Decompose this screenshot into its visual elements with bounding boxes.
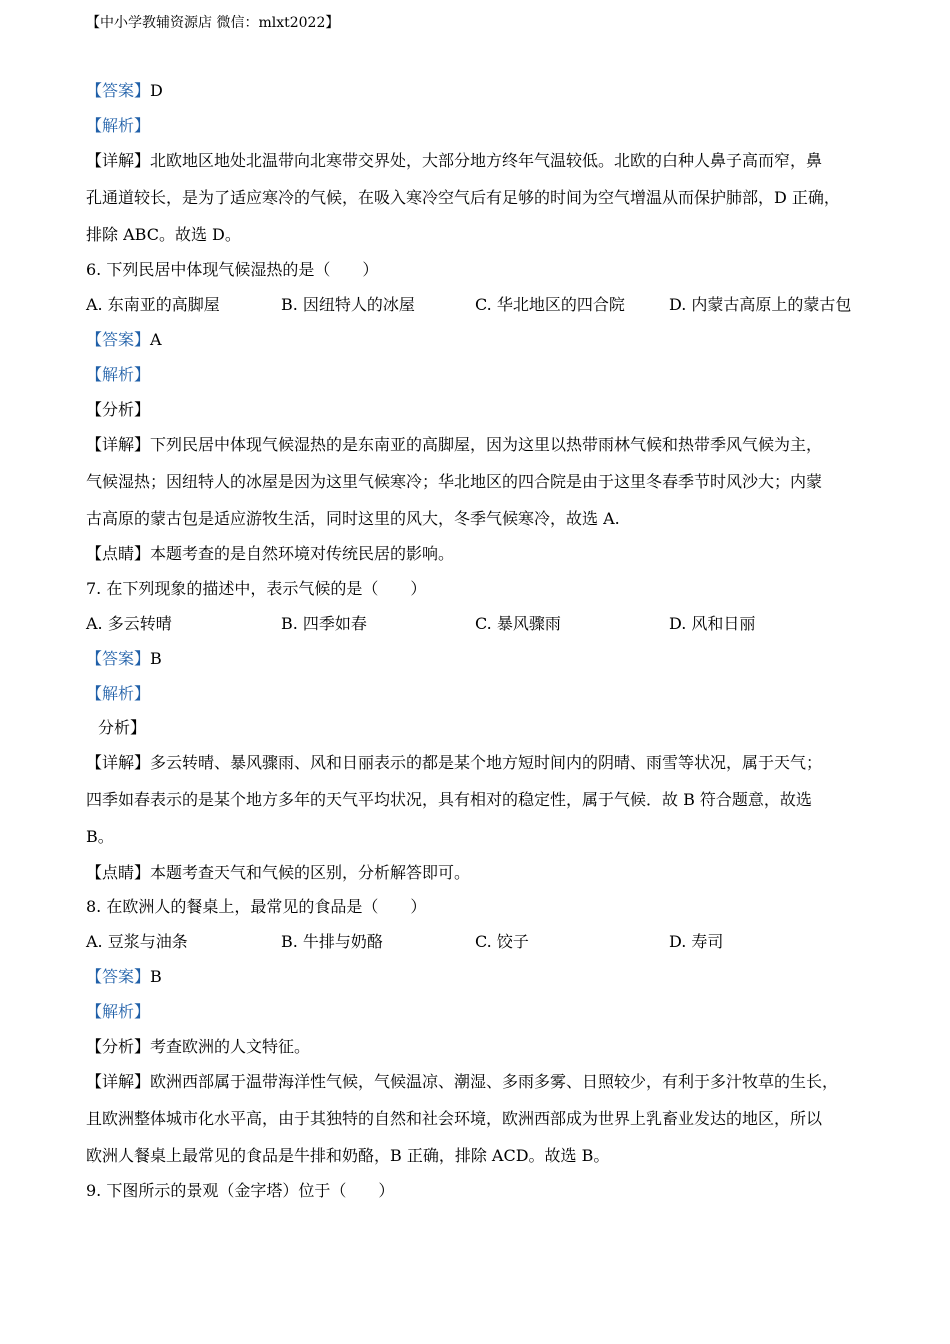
page-header: 【中小学教辅资源店 微信：mlxt2022】 xyxy=(86,15,340,31)
q8-analysis-label: 【解析】 xyxy=(86,1002,151,1021)
q6-option-a: A. 东南亚的高脚屋 xyxy=(86,295,220,314)
answer-label: 【答案】 xyxy=(86,81,151,100)
q7-option-d: D. 风和日丽 xyxy=(669,614,756,633)
answer-value: D xyxy=(150,81,163,100)
q7-dianjing: 【点睛】本题考查天气和气候的区别，分析解答即可。 xyxy=(86,863,471,882)
q6-option-d: D. 内蒙古高原上的蒙古包 xyxy=(669,295,852,314)
answer-label: 【答案】 xyxy=(86,330,151,349)
q9-stem: 9. 下图所示的景观（金字塔）位于（ ） xyxy=(86,1181,395,1200)
q8-fenxi: 【分析】考查欧洲的人文特征。 xyxy=(86,1037,311,1056)
q8-answer xyxy=(86,967,162,987)
q5-answer xyxy=(86,81,163,101)
q6-option-c: C. 华北地区的四合院 xyxy=(475,295,625,314)
q6-fenxi: 【分析】 xyxy=(86,400,151,419)
q8-option-c: C. 饺子 xyxy=(475,932,529,951)
q7-option-a: A. 多云转晴 xyxy=(86,614,172,633)
q6-analysis-label: 【解析】 xyxy=(86,365,151,384)
q6-dianjing: 【点睛】本题考查的是自然环境对传统民居的影响。 xyxy=(86,544,455,563)
q6-detail-line: 【详解】下列民居中体现气候湿热的是东南亚的高脚屋，因为这里以热带雨林气候和热带季风气候为主， xyxy=(86,435,823,454)
answer-value: A xyxy=(150,330,162,349)
q8-option-a: A. 豆浆与油条 xyxy=(86,932,188,951)
q8-option-d: D. 寿司 xyxy=(669,932,724,951)
q6-detail-line: 古高原的蒙古包是适应游牧生活，同时这里的风大，冬季气候寒冷，故选 A. xyxy=(86,509,620,528)
q7-option-b: B. 四季如春 xyxy=(281,614,367,633)
q5-analysis-label: 【解析】 xyxy=(86,116,151,135)
q7-detail-line: 【详解】多云转晴、暴风骤雨、风和日丽表示的都是某个地方短时间内的阴晴、雨雪等状况，属于天气； xyxy=(86,753,823,772)
q8-detail-line: 欧洲人餐桌上最常见的食品是牛排和奶酪，B 正确，排除 ACD。故选 B。 xyxy=(86,1146,610,1165)
answer-label: 【答案】 xyxy=(86,649,151,668)
answer-value: B xyxy=(150,649,162,668)
q5-detail-line: 排除 ABC。故选 D。 xyxy=(86,225,241,244)
q5-detail-line: 孔通道较长，是为了适应寒冷的气候，在吸入寒冷空气后有足够的时间为空气增温从而保护肺部，D 正确， xyxy=(86,188,840,207)
q6-answer xyxy=(86,330,162,350)
q8-detail-line: 且欧洲整体城市化水平高，由于其独特的自然和社会环境，欧洲西部成为世界上乳畜业发达的地区，所以 xyxy=(86,1109,823,1128)
q7-answer xyxy=(86,649,162,669)
q7-option-c: C. 暴风骤雨 xyxy=(475,614,561,633)
q7-detail-line: B。 xyxy=(86,827,114,846)
answer-label: 【答案】 xyxy=(86,967,151,986)
q6-option-b: B. 因纽特人的冰屋 xyxy=(281,295,415,314)
q7-analysis-label: 【解析】 xyxy=(86,684,151,703)
q8-stem: 8. 在欧洲人的餐桌上，最常见的食品是（ ） xyxy=(86,897,427,916)
q8-detail-line: 【详解】欧洲西部属于温带海洋性气候，气候温凉、潮湿、多雨多雾、日照较少，有利于多汁牧草的生长， xyxy=(86,1072,839,1091)
q6-detail-line: 气候湿热；因纽特人的冰屋是因为这里气候寒冷；华北地区的四合院是由于这里冬春季节时风沙大；内蒙 xyxy=(86,472,823,491)
q7-stem: 7. 在下列现象的描述中，表示气候的是（ ） xyxy=(86,579,427,598)
q8-option-b: B. 牛排与奶酪 xyxy=(281,932,383,951)
q6-stem: 6. 下列民居中体现气候湿热的是（ ） xyxy=(86,260,379,279)
q7-fenxi: 分析】 xyxy=(98,718,147,737)
q5-detail-line: 【详解】北欧地区地处北温带向北寒带交界处，大部分地方终年气温较低。北欧的白种人鼻子高而窄，鼻 xyxy=(86,151,823,170)
q7-detail-line: 四季如春表示的是某个地方多年的天气平均状况，具有相对的稳定性，属于气候．故 B 符合题意，故选 xyxy=(86,790,812,809)
answer-value: B xyxy=(150,967,162,986)
